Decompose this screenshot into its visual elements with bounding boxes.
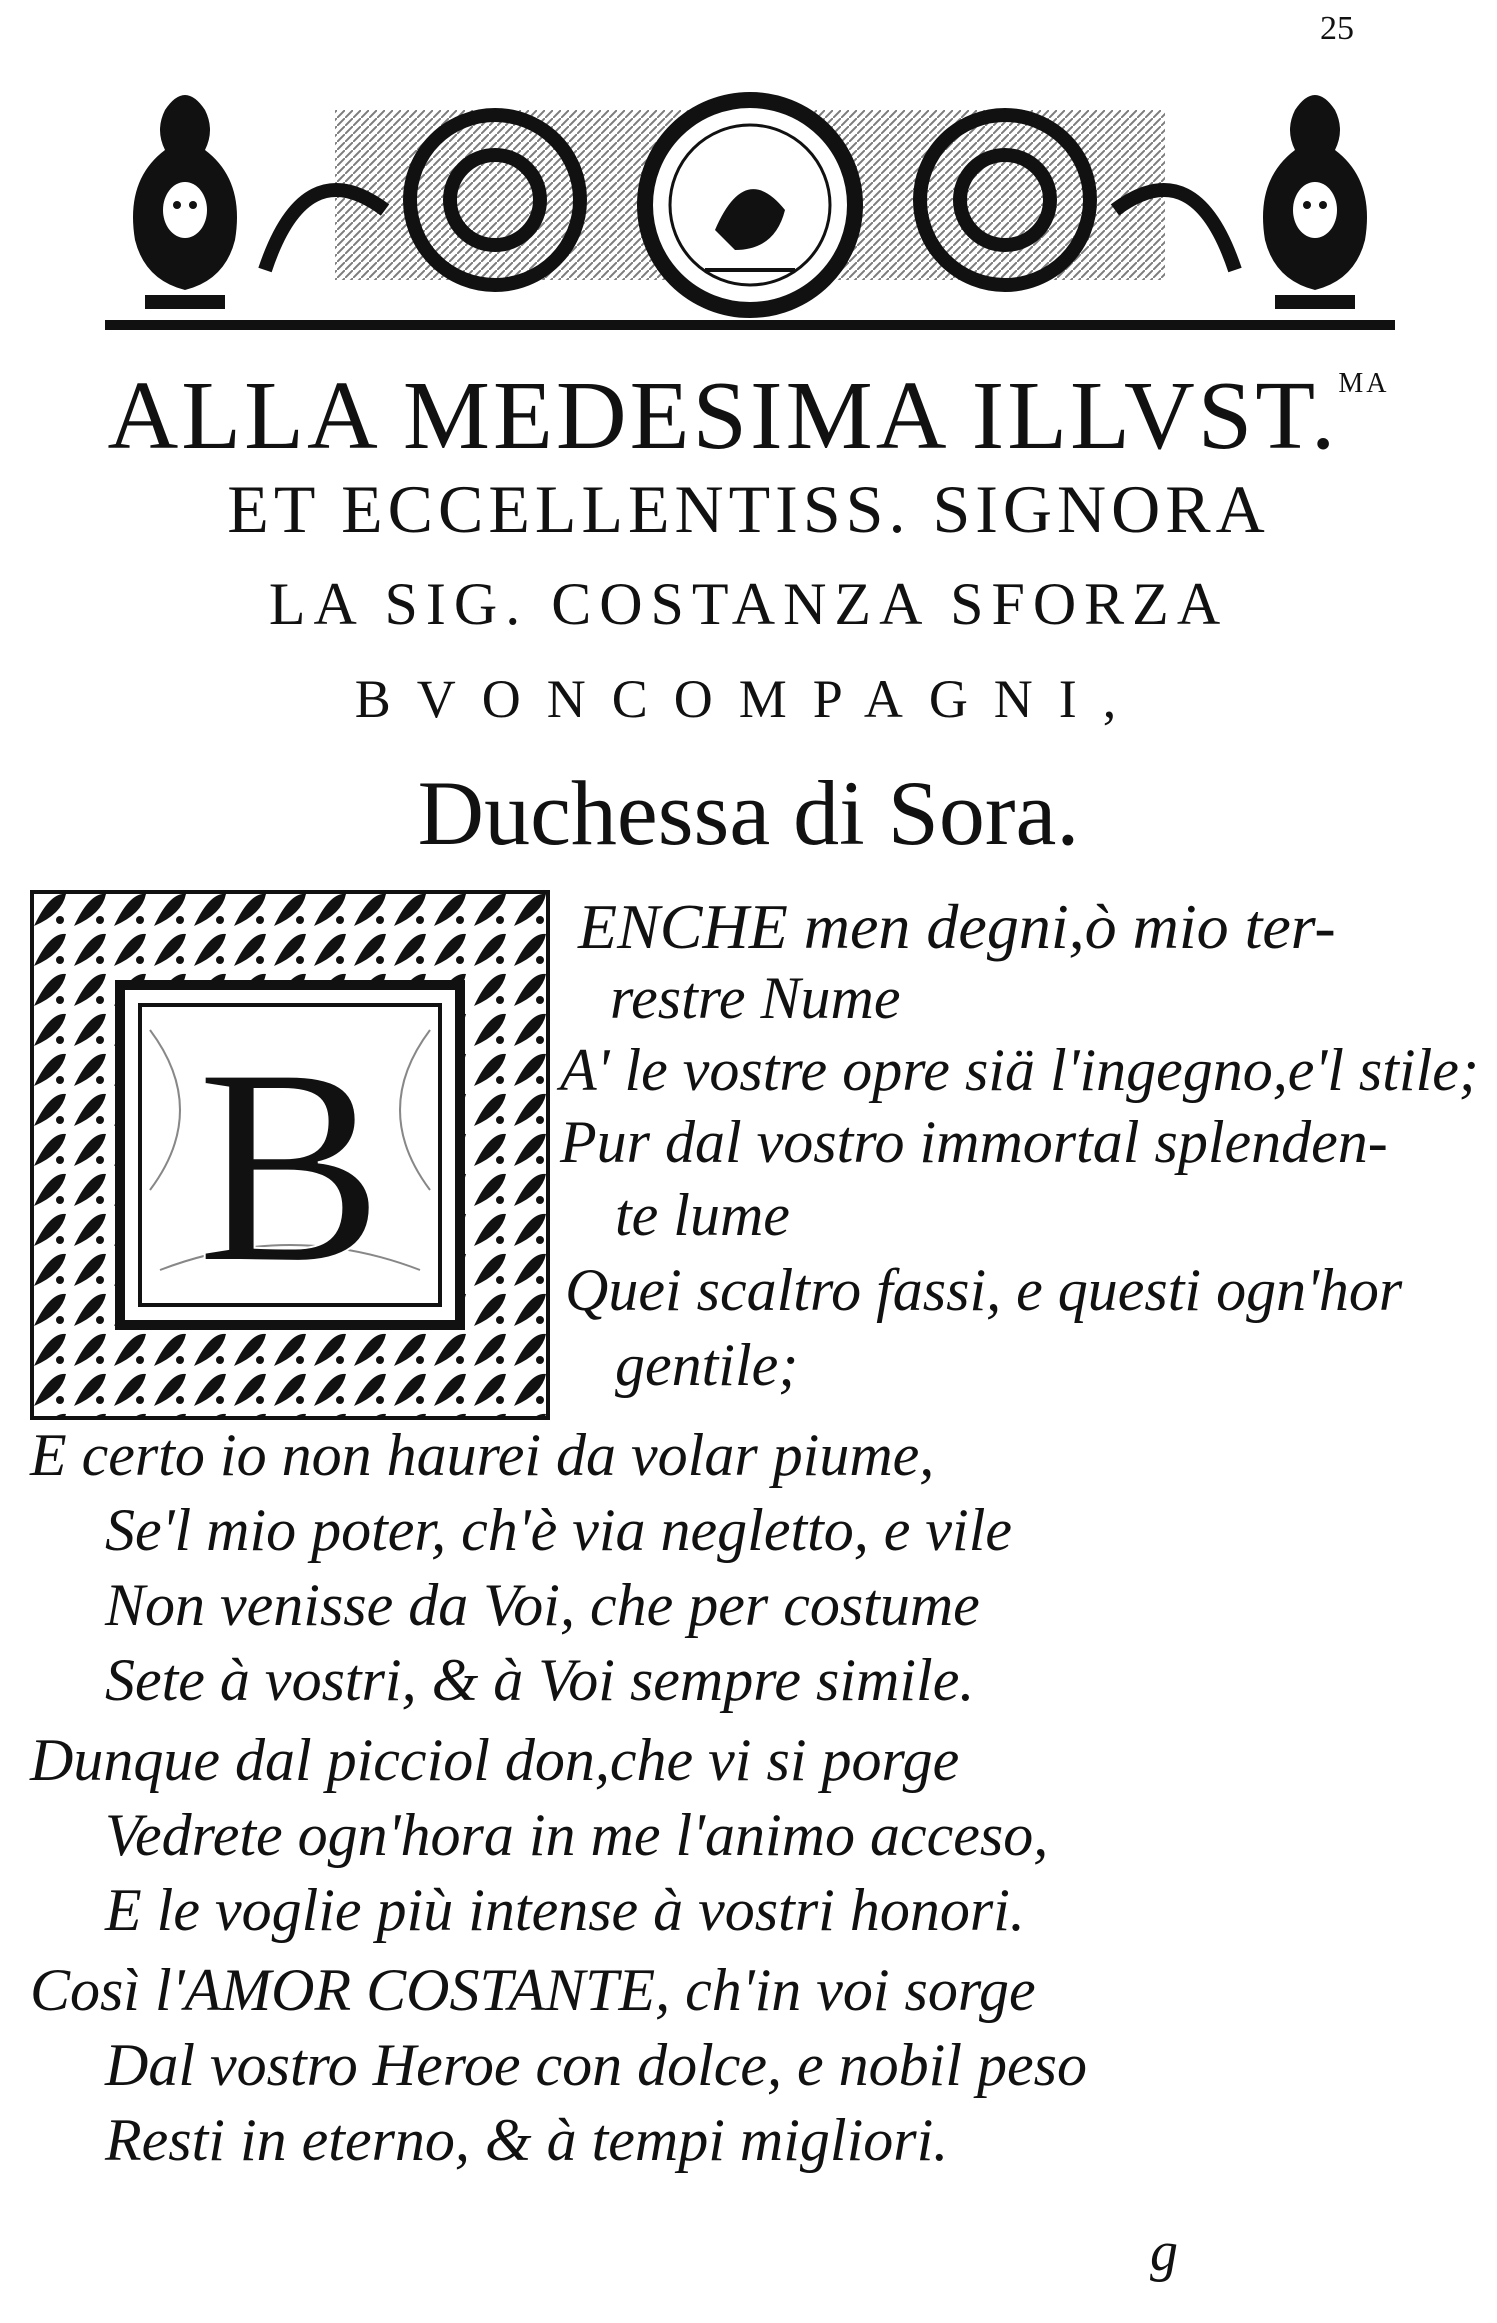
poem-line-15: Così l'AMOR COSTANTE, ch'in voi sorge: [30, 1957, 1036, 2023]
poem-line-9: Se'l mio poter, ch'è via negletto, e vile: [105, 1497, 1013, 1563]
poem-line-2: restre Nume: [610, 965, 901, 1031]
poem-line-11: Sete à vostri, & à Voi sempre simile.: [105, 1647, 975, 1713]
poem-line-4: Pur dal vostro immortal splenden-: [560, 1109, 1388, 1175]
poem-line-13: Vedrete ogn'hora in me l'animo acceso,: [105, 1802, 1049, 1868]
poem-line-8: E certo io non haurei da volar piume,: [30, 1422, 935, 1488]
poem-line-1: ENCHE men degni,ò mio ter-: [578, 891, 1336, 962]
poem-line-10: Non venisse da Voi, che per costume: [105, 1572, 980, 1638]
page-number: 25: [1320, 10, 1354, 47]
signature-mark: g: [1150, 2221, 1178, 2283]
poem-line-3: A' le vostre opre siä l'ingegno,e'l stile;: [560, 1037, 1479, 1103]
poem-line-14: E le voglie più intense à vostri honori.: [105, 1877, 1025, 1943]
central-medallion-icon: [645, 100, 855, 310]
poem-line-5: te lume: [615, 1182, 790, 1248]
poem-line-6: Quei scaltro fassi, e questi ogn'hor: [565, 1257, 1403, 1323]
heading-line-4: BVONCOMPAGNI,: [354, 669, 1143, 729]
ornamental-headpiece: [105, 70, 1395, 335]
decorated-initial: [30, 890, 550, 1420]
poem-line-12: Dunque dal picciol don,che vi si porge: [30, 1727, 960, 1793]
initial-letter: B: [196, 1010, 384, 1321]
heading-superscript: MA: [1338, 368, 1390, 399]
heading-line-3: LA SIG. COSTANZA SFORZA: [268, 571, 1229, 637]
poem-line-17: Resti in eterno, & à tempi migliori.: [105, 2107, 949, 2173]
heading-line-1: ALLA MEDESIMA ILLVST.$^{MA}$: [107, 362, 1390, 470]
heading-line-5: Duchessa di Sora.: [417, 762, 1080, 864]
poem-line-7: gentile;: [615, 1332, 799, 1398]
poem-line-16: Dal vostro Heroe con dolce, e nobil peso: [105, 2032, 1088, 2098]
heading-line-2: ET ECCELLENTISS. SIGNORA: [227, 471, 1270, 547]
